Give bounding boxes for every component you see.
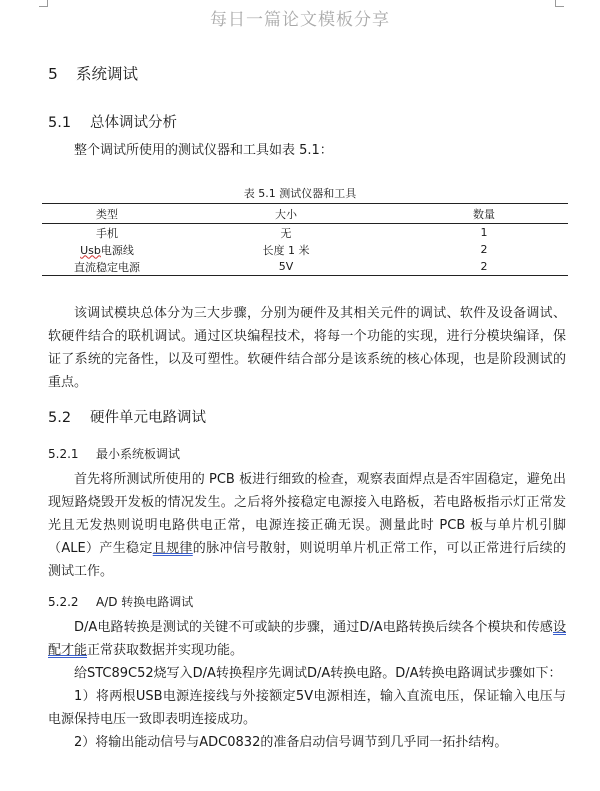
- column-header: 数量: [400, 204, 568, 224]
- section-title: 硬件单元电路调试: [90, 410, 206, 426]
- cell-type: 直流稳定电源: [42, 258, 172, 276]
- section-5-1-heading: [48, 111, 177, 132]
- paragraph-text: 的脉冲信号散射，则说明单片机正常工作，可以正常进行后续的测试工作。: [48, 541, 566, 579]
- da-step-1: 1）将两根USB电源连接线与外接额定5V电源相连，输入直流电压，保证输入电压与电源保持电压一致即表明连接成功。: [48, 689, 566, 727]
- cell-qty: 1: [480, 226, 488, 239]
- paragraph-text: 首先将所测试所使用的 PCB 板进行细致的检查，观察表面焊点是否牢固稳定，避免出现短路烧毁开发板的情况发生。之后将外接稳定电源接入电路板，若电路板指示灯正常发光且无发热则说明电路供电正常，电源连接正确无误。测量此时 PCB 板与单片机引脚（ALE）产生稳定: [48, 472, 566, 556]
- section-5-2-1-heading: [48, 445, 180, 462]
- summary-paragraph: 该调试模块总体分为三大步骤，分别为硬件及其相关元件的调试、软件及设备调试、软硬件结合的联机调试。通过区块编程技术，将每一个功能的实现，进行分模块编译，保证了系统的完备性，以及可塑性。软硬件结合部分是该系统的核心体现，也是阶段测试的重点。: [48, 306, 566, 390]
- grammar-underline: 设配才能: [48, 620, 566, 658]
- grammar-underline: 且规律: [152, 541, 193, 556]
- paragraph-text: 正常获取数据并实现功能。: [87, 643, 244, 658]
- section-title: 最小系统板调试: [96, 447, 181, 461]
- section-5-2-heading: [48, 406, 206, 427]
- section-5-2-2-heading: [48, 593, 193, 610]
- cell-qty: 2: [480, 243, 488, 256]
- section-title: A/D 转换电路调试: [96, 595, 194, 609]
- section-title: 系统调试: [76, 65, 139, 83]
- cell-size: 5V: [172, 258, 400, 276]
- section-5-heading: [48, 62, 138, 84]
- cell-size: 无: [280, 226, 292, 240]
- spellcheck-underline: Usb: [80, 243, 101, 257]
- cell-type: [42, 241, 172, 258]
- column-header: 大小: [172, 204, 400, 224]
- table-row: [42, 224, 568, 242]
- table-intro: 整个调试所使用的测试仪器和工具如表 5.1：: [74, 143, 333, 158]
- cell-qty: 2: [400, 258, 568, 276]
- table-header-row: [42, 204, 568, 224]
- min-system-paragraph: [48, 468, 566, 583]
- section-number: 5: [48, 65, 58, 83]
- table-row: [42, 258, 568, 276]
- da-paragraph-2: 给STC89C52烧写入D/A转换程序先调试D/A转换电路。D/A转换电路调试步骤如下：: [74, 666, 562, 681]
- instruments-table: [42, 203, 568, 276]
- section-title: 总体调试分析: [90, 115, 177, 131]
- da-paragraph-1: [48, 616, 566, 662]
- cell-type: 手机: [96, 226, 118, 240]
- page-header: 每日一篇论文模板分享: [210, 10, 390, 30]
- paragraph-text: D/A电路转换是测试的关键不可或缺的步骤，通过D/A电路转换后续各个模块和传感: [74, 620, 553, 635]
- section-number: 5.2.1: [48, 447, 79, 461]
- da-step-2: 2）将输出能动信号与ADC0832的准备启动信号调节到几乎同一拓扑结构。: [74, 735, 508, 750]
- section-number: 5.1: [48, 115, 72, 131]
- column-header: 类型: [42, 204, 172, 224]
- table-caption: 表 5.1 测试仪器和工具: [243, 187, 357, 200]
- cell-size: 长度 1 米: [262, 243, 310, 257]
- section-number: 5.2.2: [48, 595, 79, 609]
- cell-type-text: 电源线: [100, 243, 134, 257]
- table-row: [42, 241, 568, 258]
- section-number: 5.2: [48, 410, 72, 426]
